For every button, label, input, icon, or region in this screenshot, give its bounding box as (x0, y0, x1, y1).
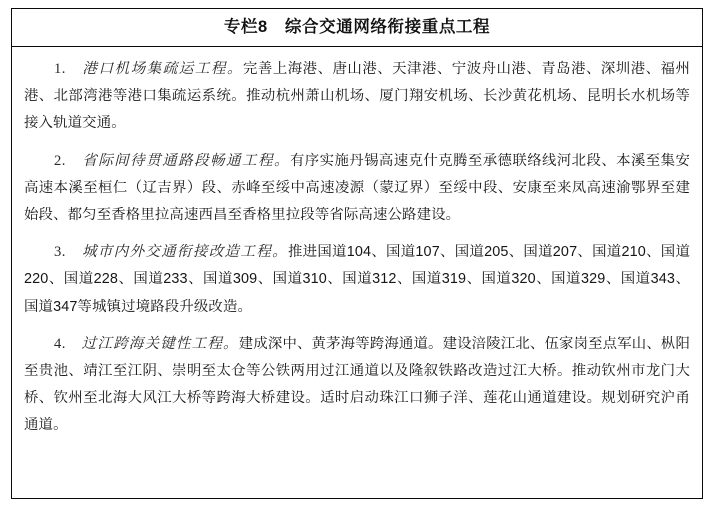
paragraph-number: 4. (54, 335, 66, 352)
paragraph-item (24, 148, 690, 230)
paragraph-body: 推进国道104、国道107、国道205、国道207、国道210、国道220、国道228、国道233、国道309、国道310、国道312、国道319、国道320、国道329、国道343、国道347等城镇过境路段升级改造。 (24, 244, 690, 315)
callout-title: 专栏8 综合交通网络衔接重点工程 (223, 18, 491, 37)
paragraph-body: 有序实施丹锡高速克什克腾至承德联络线河北段、本溪至集安高速本溪至桓仁（辽吉界）段、赤峰至绥中高速凌源（蒙辽界）至绥中段、安康至来凤高速渝鄂界至建始段、都匀至香格里拉高速西昌至香格里拉段等省际高速公路建设。 (24, 152, 690, 224)
callout-body (12, 47, 702, 498)
paragraph-body: 建成深中、黄茅海等跨海通道。建设涪陵江北、伍家岗至点军山、枞阳至贵池、靖江至江阴、崇明至太仓等公铁两用过江通道以及隆叙铁路改造过江大桥。推动钦州市龙门大桥、钦州至北海大风江大桥等跨海大桥建设。适时启动珠江口狮子洋、莲花山通道建设。规划研究沪甬通道。 (24, 335, 691, 434)
paragraph-number: 2. (54, 152, 66, 169)
paragraph-item (24, 56, 690, 138)
paragraph-lead-text: 城市内外交通衔接改造工程。 (65, 244, 288, 261)
paragraph-number: 3. (54, 244, 66, 261)
callout-title-row (12, 9, 702, 47)
paragraph-lead-text: 港口机场集疏运工程。 (65, 61, 244, 77)
callout-box (11, 8, 703, 499)
paragraph-lead (54, 336, 239, 352)
paragraph-lead-text: 省际间待贯通路段畅通工程。 (65, 152, 290, 169)
paragraph-lead (54, 61, 243, 77)
paragraph-item (24, 331, 690, 440)
paragraph-lead-text: 过江跨海关键性工程。 (65, 335, 239, 352)
paragraph-item (24, 239, 690, 321)
paragraph-number: 1. (54, 61, 66, 77)
paragraph-lead (54, 153, 290, 169)
paragraph-lead (54, 244, 288, 260)
paragraph-body: 完善上海港、唐山港、天津港、宁波舟山港、青岛港、深圳港、福州港、北部湾港等港口集疏运系统。推动杭州萧山机场、厦门翔安机场、长沙黄花机场、昆明长水机场等接入轨道交通。 (24, 61, 690, 132)
